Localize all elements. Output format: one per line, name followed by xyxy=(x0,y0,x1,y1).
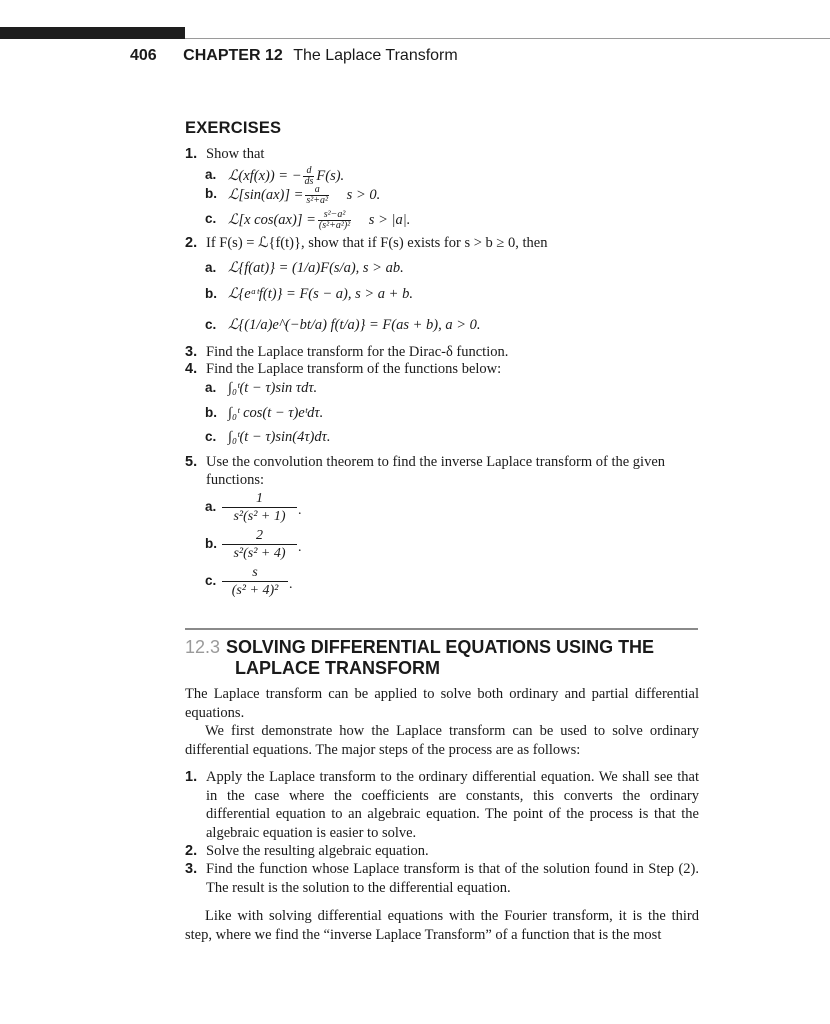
exercise-5b-label: b. xyxy=(205,536,217,551)
page-number: 406 xyxy=(130,47,157,64)
step-3-number: 3. xyxy=(185,861,198,877)
paragraph-1: The Laplace transform can be applied to solve both ordinary and partial differential equations. xyxy=(185,686,699,721)
exercise-3-text: Find the Laplace transform for the Dirac-δ function. xyxy=(206,344,509,360)
running-head xyxy=(130,46,458,66)
step-2-number: 2. xyxy=(185,843,198,859)
exercise-5b-period: . xyxy=(298,540,302,555)
header-rule xyxy=(185,38,830,39)
exercise-5c-fraction: s (s² + 4)² xyxy=(222,564,288,599)
exercise-4c-integral: ∫₀ᵗ(t − τ)sin(4τ)dτ. xyxy=(228,429,331,445)
exercise-5a-label: a. xyxy=(205,499,217,514)
step-1-text: Apply the Laplace transform to the ordinary differential equation. We shall see that in the case where the coefficients are constants, this converts the ordinary differential equation to an algebraic equation. The point of the process is that the algebraic equation is easier to solve. xyxy=(206,769,699,841)
exercise-2a-equation: ℒ{f(at)} = (1/a)F(s/a), s > ab. xyxy=(228,260,404,276)
exercise-2-number: 2. xyxy=(185,235,198,251)
exercise-5b-fraction: 2 s²(s² + 4) xyxy=(222,527,297,562)
exercise-1-intro: Show that xyxy=(206,146,265,162)
exercise-5a-period: . xyxy=(298,503,302,518)
exercise-2a-label: a. xyxy=(205,260,217,275)
exercise-1c-equation: ℒ[x cos(ax)] = $\frac{\text{s²−a²}}{\text{(s²+a²)²}}$ s > |a|. xyxy=(228,209,411,231)
exercise-4b-label: b. xyxy=(205,405,217,420)
exercise-1b-label: b. xyxy=(205,186,217,201)
chapter-label: CHAPTER 12 xyxy=(183,47,283,64)
exercise-5-line2: functions: xyxy=(206,472,264,488)
exercise-4a-label: a. xyxy=(205,380,217,395)
exercise-5-line1: Use the convolution theorem to find the inverse Laplace transform of the given xyxy=(206,454,666,470)
section-title-line1: SOLVING DIFFERENTIAL EQUATIONS USING THE xyxy=(226,637,655,657)
step-2-text: Solve the resulting algebraic equation. xyxy=(206,843,429,859)
exercise-4c-label: c. xyxy=(205,429,217,444)
exercise-2c-label: c. xyxy=(205,317,217,332)
exercise-5c-label: c. xyxy=(205,573,217,588)
exercise-4b-integral: ∫₀ᵗ cos(t − τ)eᵗdτ. xyxy=(228,405,324,421)
header-bar xyxy=(0,27,185,39)
exercise-4-number: 4. xyxy=(185,361,198,377)
exercise-5c-period: . xyxy=(289,577,293,592)
section-number: 12.3 xyxy=(185,637,221,657)
section-title xyxy=(185,637,654,658)
section-rule xyxy=(185,628,698,630)
exercise-1a-label: a. xyxy=(205,167,217,182)
exercise-2-intro: If F(s) = ℒ{f(t)}, show that if F(s) exists for s > b ≥ 0, then xyxy=(206,235,548,251)
exercise-4-intro: Find the Laplace transform of the functions below: xyxy=(206,361,502,377)
section-title-line2: LAPLACE TRANSFORM xyxy=(235,658,440,678)
step-1-number: 1. xyxy=(185,769,198,785)
exercise-5a-fraction: 1 s²(s² + 1) xyxy=(222,490,297,525)
exercise-1-number: 1. xyxy=(185,146,198,162)
chapter-title: The Laplace Transform xyxy=(293,47,458,64)
exercise-1c-label: c. xyxy=(205,211,217,226)
exercise-3-number: 3. xyxy=(185,344,198,360)
exercise-1b-equation: ℒ[sin(ax)] = $\frac{a}{\text{s²+a²}}$ s > 0. xyxy=(228,184,381,206)
paragraph-3: Like with solving differential equations with the Fourier transform, it is the third step, where we find the “inverse Laplace Transform” of a function that is the most xyxy=(185,908,699,943)
exercise-2b-equation: ℒ{eᵃᵗf(t)} = F(s − a), s > a + b. xyxy=(228,286,413,302)
exercise-2b-label: b. xyxy=(205,286,217,301)
exercise-5-number: 5. xyxy=(185,454,198,470)
exercise-2c-equation: ℒ{(1/a)e^(−bt/a) f(t/a)} = F(as + b), a > 0. xyxy=(228,317,481,333)
exercise-4a-integral: ∫₀ᵗ(t − τ)sin τdτ. xyxy=(228,380,318,396)
step-3-text: Find the function whose Laplace transform is that of the solution found in Step (2). The result is the solution to the differential equation. xyxy=(206,861,699,896)
exercise-1a-equation: ℒ(xf(x)) = − $\frac{d}{ds}$ F(s). xyxy=(228,165,345,187)
paragraph-2: We first demonstrate how the Laplace transform can be used to solve ordinary differential equations. The major steps of the process are as follows: xyxy=(185,723,699,758)
exercises-heading: EXERCISES xyxy=(185,119,282,137)
